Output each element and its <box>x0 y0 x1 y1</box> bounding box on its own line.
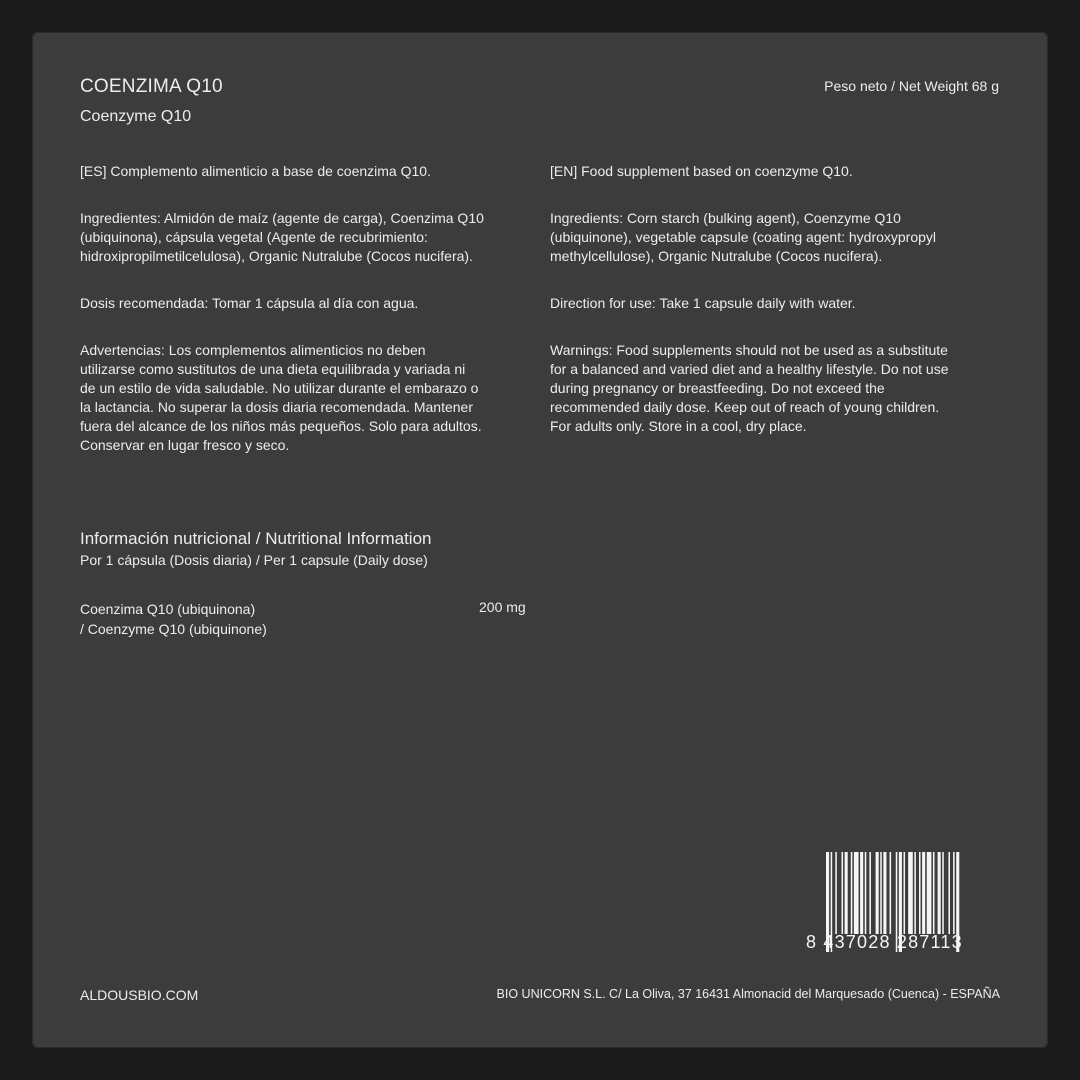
barcode-bar <box>922 852 925 934</box>
product-title: COENZIMA Q10 <box>80 76 223 97</box>
en-intro: [EN] Food supplement based on coenzyme Q10. <box>550 163 853 179</box>
barcode-bar <box>883 852 886 934</box>
en-dosage: Direction for use: Take 1 capsule daily with water. <box>550 295 856 311</box>
nutrition-row-amount: 200 mg <box>479 599 526 615</box>
es-ingredients: Ingredientes: Almidón de maíz (agente de carga), Coenzima Q10 (ubiquinona), cápsula vegetal (Agente de recubrimiento: hidroxipropilmetilcelulosa), Organic Nutralube (Cocos nucifera). <box>80 210 484 264</box>
barcode-number: 8 437028 287113 <box>806 932 963 952</box>
barcode-bar <box>842 852 844 934</box>
es-warnings: Advertencias: Los complementos alimenticios no deben utilizarse como sustitutos de una dieta equilibrada y variada ni de un estilo de vida saludable. No utilizar durante el embarazo o la lactancia. No superar la dosis diaria recomendada. Mantener fuera del alcance de los niños más pequeños. Solo para adultos. Conservar en lugar fresco y seco. <box>80 342 482 453</box>
barcode-bar <box>953 852 955 934</box>
nutrition-subtitle: Por 1 cápsula (Dosis diaria) / Per 1 capsule (Daily dose) <box>80 552 428 568</box>
es-intro: [ES] Complemento alimenticio a base de coenzima Q10. <box>80 163 431 179</box>
barcode-bar <box>948 852 950 934</box>
en-ingredients: Ingredients: Corn starch (bulking agent), Coenzyme Q10 (ubiquinone), vegetable capsule (coating agent: hydroxypropyl methylcellulose), Organic Nutralube (Cocos nucifera). <box>550 210 937 264</box>
barcode-bar <box>851 852 853 934</box>
barcode-bar <box>908 852 913 934</box>
es-dosage: Dosis recomendada: Tomar 1 cápsula al día con agua. <box>80 295 419 311</box>
barcode-bar <box>845 852 848 934</box>
barcode-bar <box>860 852 863 934</box>
product-subtitle: Coenzyme Q10 <box>80 108 192 125</box>
barcode-bar <box>927 852 932 934</box>
barcode-bar <box>933 852 935 934</box>
barcode-bar <box>880 852 882 934</box>
nutrition-row-name: Coenzima Q10 (ubiquinona) / Coenzyme Q10 (ubiquinone) <box>80 601 267 637</box>
barcode-bar <box>869 852 871 934</box>
barcode-bar <box>890 852 892 934</box>
nutrition-title: Información nutricional / Nutritional Information <box>80 529 432 548</box>
barcode-bar <box>835 852 837 934</box>
barcode-bar <box>942 852 944 934</box>
barcode-bar <box>904 852 906 934</box>
barcode-bar <box>865 852 867 934</box>
barcode-bar <box>938 852 941 934</box>
barcode-bar <box>919 852 921 934</box>
product-label <box>32 32 1048 1048</box>
barcode-bar <box>854 852 859 934</box>
company-address: BIO UNICORN S.L. C/ La Oliva, 37 16431 Almonacid del Marquesado (Cuenca) - ESPAÑA <box>496 987 1000 1001</box>
net-weight: Peso neto / Net Weight 68 g <box>824 78 999 94</box>
barcode-bar <box>876 852 879 934</box>
en-warnings: Warnings: Food supplements should not be used as a substitute for a balanced and varied diet and a healthy lifestyle. Do not use during pregnancy or breastfeeding. Do not exceed the recommended daily dose. Keep out of reach of young children. For adults only. Store in a cool, dry place. <box>550 342 949 434</box>
barcode-bar <box>914 852 916 934</box>
website-link[interactable]: ALDOUSBIO.COM <box>80 987 199 1003</box>
